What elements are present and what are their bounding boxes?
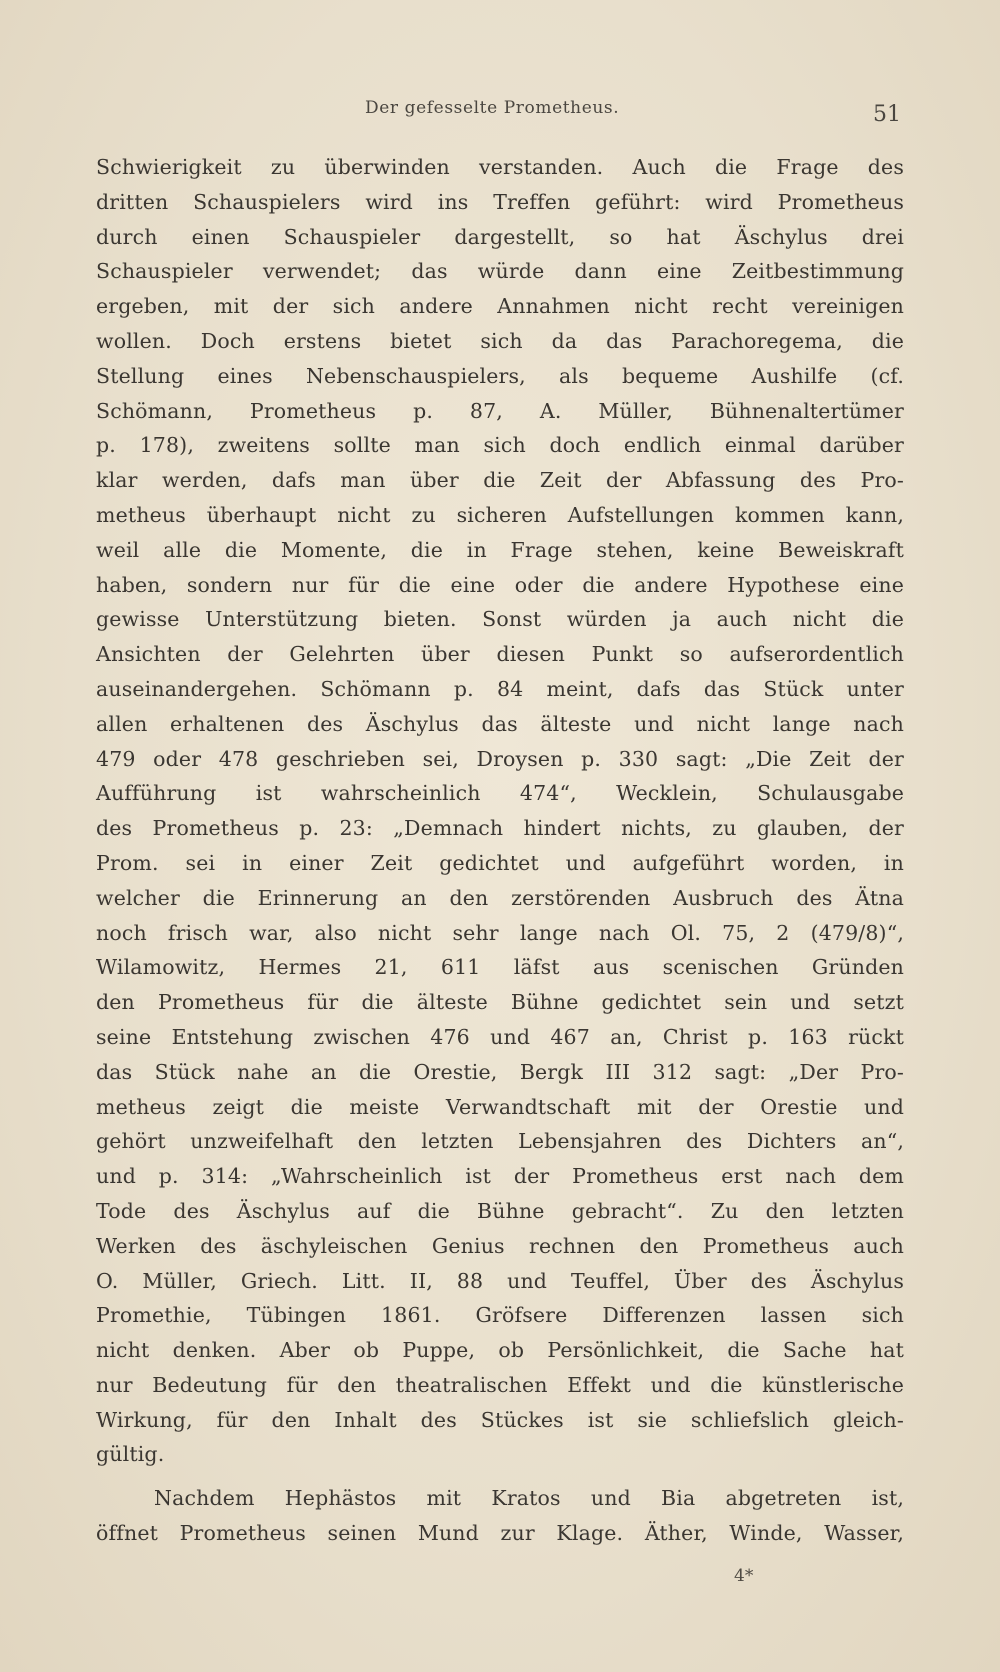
paragraph-1 <box>96 150 904 1472</box>
text-line: nicht denken. Aber ob Puppe, ob Persönlichkeit, die Sache hat <box>96 1338 904 1363</box>
text-line: dritten Schauspielers wird ins Treffen geführt: wird Prometheus <box>96 189 904 214</box>
text-line: Schwierigkeit zu überwinden verstanden. Auch die Frage des <box>96 155 904 179</box>
page-number: 51 <box>873 102 901 127</box>
text-line: ergeben, mit der sich andere Annahmen nicht recht vereinigen <box>96 294 904 319</box>
text-line: gewisse Unterstützung bieten. Sonst würden ja auch nicht die <box>96 607 904 632</box>
text-line: des Prometheus p. 23: „Demnach hindert nichts, zu glauben, der <box>96 816 904 841</box>
paragraph-gap <box>96 1472 904 1481</box>
text-line: Ansichten der Gelehrten über diesen Punkt so aufserordentlich <box>96 642 904 667</box>
text-line: Nachdem Hephästos mit Kratos und Bia abgetreten ist, <box>154 1486 904 1511</box>
text-line: 479 oder 478 geschrieben sei, Droysen p. 330 sagt: „Die Zeit der <box>96 746 904 771</box>
page-header <box>0 98 1000 128</box>
text-line: noch frisch war, also nicht sehr lange nach Ol. 75, 2 (479/8)“, <box>96 920 904 945</box>
text-line: gehört unzweifelhaft den letzten Lebensjahren des Dichters an“, <box>96 1129 904 1154</box>
text-line: gültig. <box>96 1442 165 1467</box>
text-line: metheus zeigt die meiste Verwandtschaft mit der Orestie und <box>96 1094 904 1119</box>
text-line: allen erhaltenen des Äschylus das älteste und nicht lange nach <box>96 711 904 736</box>
text-line: p. 178), zweitens sollte man sich doch endlich einmal darüber <box>96 433 904 458</box>
text-line: Schömann, Prometheus p. 87, A. Müller, Bühnenaltertümer <box>96 398 904 423</box>
text-line: Tode des Äschylus auf die Bühne gebracht“. Zu den letzten <box>96 1198 904 1223</box>
signature-mark: 4* <box>734 1566 754 1586</box>
text-line: wollen. Doch erstens bietet sich da das Parachoregema, die <box>96 328 904 353</box>
text-line: öffnet Prometheus seinen Mund zur Klage. Äther, Winde, Wasser, <box>96 1521 904 1546</box>
text-line: Aufführung ist wahrscheinlich 474“, Wecklein, Schulausgabe <box>96 781 904 806</box>
text-line: klar werden, dafs man über die Zeit der Abfassung des Pro- <box>96 468 904 493</box>
running-title: Der gefesselte Prometheus. <box>365 98 620 118</box>
text-line: und p. 314: „Wahrscheinlich ist der Prometheus erst nach dem <box>96 1164 904 1189</box>
text-line: Werken des äschyleischen Genius rechnen den Prometheus auch <box>96 1233 904 1258</box>
text-line: welcher die Erinnerung an den zerstörenden Ausbruch des Ätna <box>96 885 904 910</box>
text-line: Schauspieler verwendet; das würde dann eine Zeitbestimmung <box>96 259 904 284</box>
text-line: durch einen Schauspieler dargestellt, so hat Äschylus drei <box>96 224 904 249</box>
text-line: Stellung eines Nebenschauspielers, als bequeme Aushilfe (cf. <box>96 363 904 388</box>
paragraph-2 <box>96 1481 904 1551</box>
text-line: nur Bedeutung für den theatralischen Effekt und die künstlerische <box>96 1372 904 1397</box>
text-line: Wilamowitz, Hermes 21, 611 läfst aus scenischen Gründen <box>96 955 904 980</box>
text-line: haben, sondern nur für die eine oder die andere Hypothese eine <box>96 572 904 597</box>
text-line: metheus überhaupt nicht zu sicheren Aufstellungen kommen kann, <box>96 502 904 527</box>
text-line: O. Müller, Griech. Litt. II, 88 und Teuffel, Über des Äschylus <box>96 1268 904 1293</box>
text-line: Promethie, Tübingen 1861. Gröfsere Differenzen lassen sich <box>96 1303 904 1328</box>
text-line: weil alle die Momente, die in Frage stehen, keine Beweiskraft <box>96 537 904 562</box>
text-line: Prom. sei in einer Zeit gedichtet und aufgeführt worden, in <box>96 850 904 875</box>
text-line: das Stück nahe an die Orestie, Bergk III 312 sagt: „Der Pro- <box>96 1059 904 1084</box>
text-line: auseinandergehen. Schömann p. 84 meint, dafs das Stück unter <box>96 676 904 701</box>
text-line: seine Entstehung zwischen 476 und 467 an, Christ p. 163 rückt <box>96 1024 904 1049</box>
text-line: Wirkung, für den Inhalt des Stückes ist sie schliefslich gleich- <box>96 1407 904 1432</box>
body-text <box>96 150 904 1551</box>
text-line: den Prometheus für die älteste Bühne gedichtet sein und setzt <box>96 990 904 1015</box>
